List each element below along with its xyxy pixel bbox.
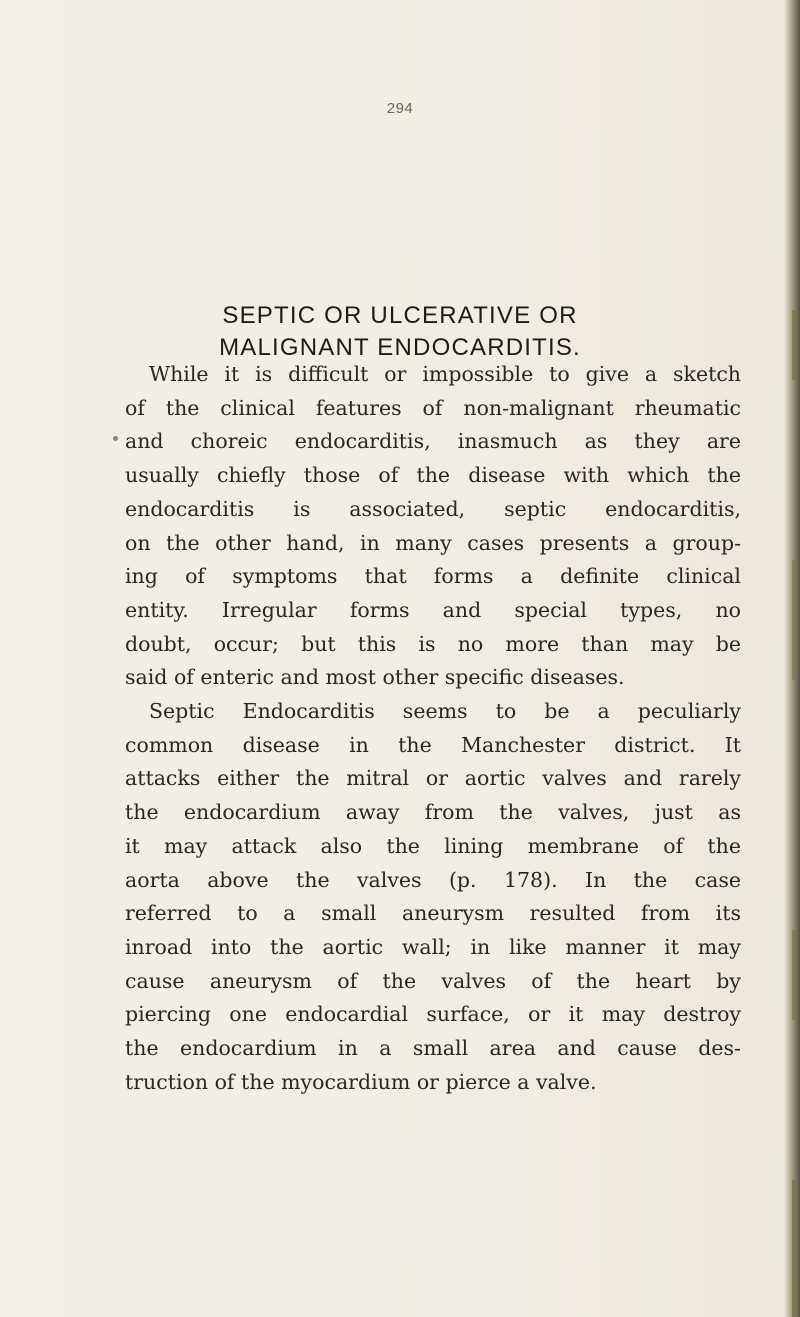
text-line: cause aneurysm of the valves of the heart by	[125, 968, 741, 993]
text-line: doubt, occur; but this is no more than may be	[125, 631, 741, 656]
text-line: Septic Endocarditis seems to be a peculiarly	[149, 699, 741, 724]
chapter-title-line: SEPTIC OR ULCERATIVE OR	[222, 302, 578, 329]
text-line: the endocardium away from the valves, just as	[125, 800, 741, 825]
text-line: endocarditis is associated, septic endocarditis,	[125, 496, 741, 521]
text-line: entity. Irregular forms and special types, no	[125, 597, 741, 622]
text-line: it may attack also the lining membrane of the	[125, 833, 741, 858]
page-number: 294	[386, 100, 414, 117]
text-line: on the other hand, in many cases presents a group-	[125, 530, 741, 555]
text-line: piercing one endocardial surface, or it may destroy	[125, 1002, 741, 1027]
body-text	[125, 358, 741, 1099]
text-line: inroad into the aortic wall; in like manner it may	[125, 934, 741, 959]
page-edge-streak	[792, 1180, 798, 1317]
text-line: said of enteric and most other specific diseases.	[125, 665, 625, 690]
text-line: common disease in the Manchester district. It	[125, 732, 741, 757]
text-line: aorta above the valves (p. 178). In the case	[125, 867, 741, 892]
chapter-title-line: MALIGNANT ENDOCARDITIS.	[219, 334, 581, 361]
text-line: of the clinical features of non-malignant rheumatic	[125, 395, 741, 420]
page-edge-streak	[792, 310, 798, 380]
chapter-title	[60, 300, 740, 364]
text-line: attacks either the mitral or aortic valves and rarely	[125, 766, 741, 791]
text-line: referred to a small aneurysm resulted from its	[125, 901, 741, 926]
ink-speck	[113, 436, 118, 441]
text-line: truction of the myocardium or pierce a valve.	[125, 1069, 597, 1094]
text-line: the endocardium in a small area and cause des-	[125, 1036, 741, 1061]
text-line: ing of symptoms that forms a definite clinical	[125, 564, 741, 589]
text-line: usually chiefly those of the disease with which the	[125, 463, 741, 488]
text-line: While it is difficult or impossible to give a sketch	[149, 362, 741, 386]
text-line: and choreic endocarditis, inasmuch as they are	[125, 429, 741, 454]
page-edge-streak	[792, 930, 798, 1020]
page-edge-streak	[792, 560, 798, 680]
